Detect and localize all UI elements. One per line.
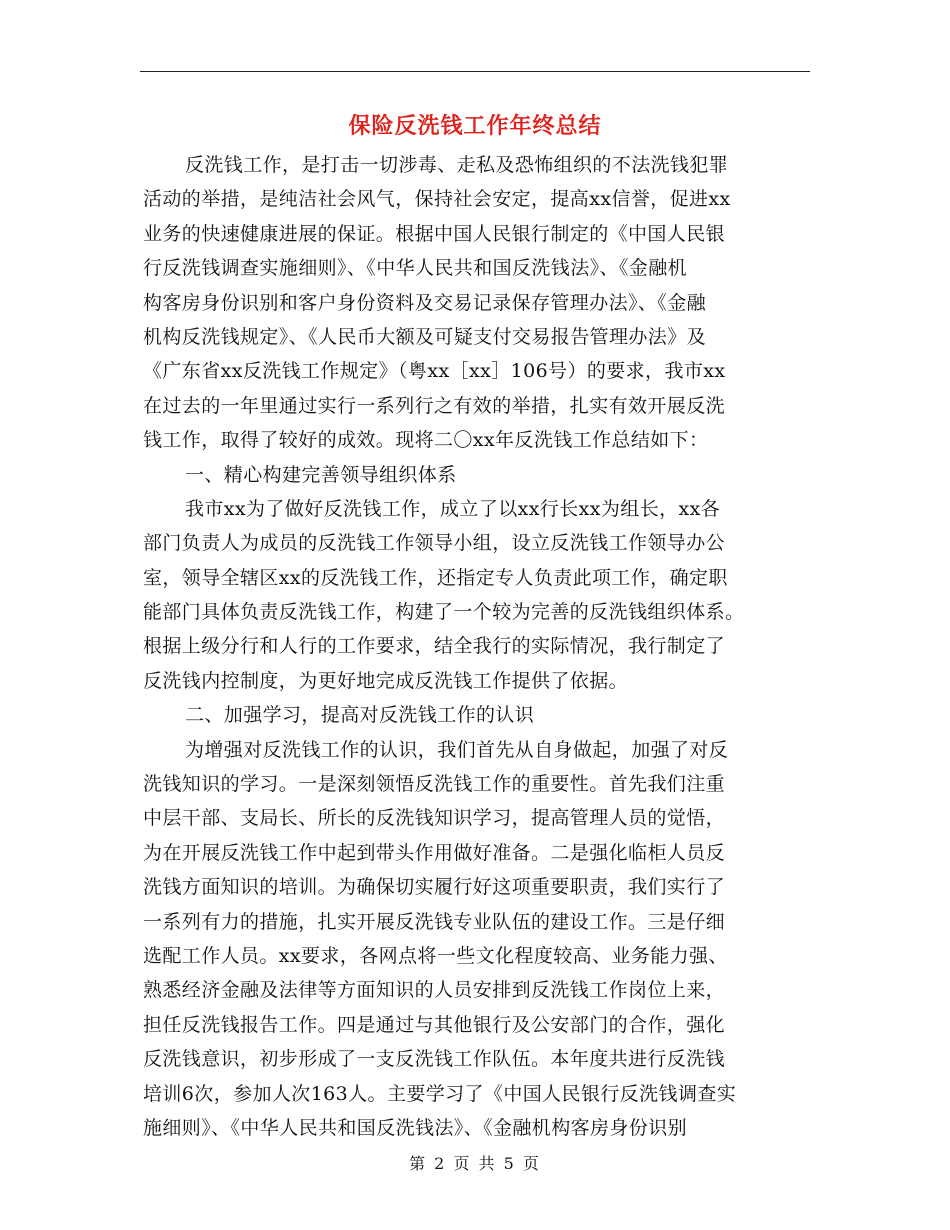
paragraph-line: 在过去的一年里通过实行一系列行之有效的举措，扎实有效开展反洗 [143,394,726,417]
paragraph-line: 钱工作，取得了较好的成效。现将二〇xx年反洗钱工作总结如下： [143,429,709,452]
paragraph-line: 《广东省xx反洗钱工作规定》（粤xx［xx］106号）的要求，我市xx [143,360,726,383]
header-rule [140,71,810,72]
paragraph-line: 熟悉经济金融及法律等方面知识的人员安排到反洗钱工作岗位上来， [143,979,726,1002]
paragraph-line: 业务的快速健康进展的保证。根据中国人民银行制定的《中国人民银 [143,222,726,245]
paragraph-line: 反洗钱工作，是打击一切涉毒、走私及恐怖组织的不法洗钱犯罪 [185,154,729,176]
paragraph-line: 担任反洗钱报告工作。四是通过与其他银行及公安部门的合作，强化 [143,1013,726,1036]
paragraph-line: 根据上级分行和人行的工作要求，结全我行的实际情况，我行制定了 [143,635,726,658]
document-title: 保险反洗钱工作年终总结 [348,113,602,139]
section-heading: 二、加强学习，提高对反洗钱工作的认识 [185,704,535,727]
paragraph-line: 活动的举措，是纯洁社会风气，保持社会安定，提高xx信誉，促进xx [143,188,731,211]
paragraph-line: 室，领导全辖区xx的反洗钱工作，还指定专人负责此项工作，确定职 [143,566,728,589]
paragraph-line: 一系列有力的措施，扎实开展反洗钱专业队伍的建设工作。三是仔细 [143,910,726,933]
section-heading: 一、精心构建完善领导组织体系 [185,463,457,486]
document-body [143,148,813,1145]
paragraph-line: 反洗钱内控制度，为更好地完成反洗钱工作提供了依据。 [143,669,629,692]
paragraph-line: 培训6次，参加人次163人。主要学习了《中国人民银行反洗钱调查实 [143,1082,737,1105]
paragraph-line: 洗钱方面知识的培训。为确保切实履行好这项重要职责，我们实行了 [143,876,726,899]
paragraph-line: 为在开展反洗钱工作中起到带头作用做好准备。二是强化临柜人员反 [143,841,726,864]
paragraph-line: 机构反洗钱规定》、《人民币大额及可疑支付交易报告管理办法》及 [143,325,707,348]
paragraph-line: 我市xx为了做好反洗钱工作，成立了以xx行长xx为组长，xx各 [185,497,721,520]
paragraph-line: 施细则》、《中华人民共和国反洗钱法》、《金融机构客房身份识别 [143,1116,688,1139]
paragraph-line: 部门负责人为成员的反洗钱工作领导小组，设立反洗钱工作领导办公 [143,532,726,555]
paragraph-line: 为增强对反洗钱工作的认识，我们首先从自身做起，加强了对反 [185,738,729,761]
paragraph-line: 反洗钱意识，初步形成了一支反洗钱工作队伍。本年度共进行反洗钱 [143,1048,726,1071]
paragraph-line: 构客房身份识别和客户身份资料及交易记录保存管理办法》、《金融 [143,291,707,314]
paragraph-line: 能部门具体负责反洗钱工作，构建了一个较为完善的反洗钱组织体系。 [143,601,745,624]
paragraph-line: 选配工作人员。xx要求，各网点将一些文化程度较高、业务能力强、 [143,944,728,967]
paragraph-line: 行反洗钱调查实施细则》、《中华人民共和国反洗钱法》、《金融机 [143,257,688,280]
page-number: 第 2 页 共 5 页 [409,1154,541,1173]
paragraph-line: 中层干部、支局长、所长的反洗钱知识学习，提高管理人员的觉悟， [143,807,726,830]
paragraph-line: 洗钱知识的学习。一是深刻领悟反洗钱工作的重要性。首先我们注重 [143,773,726,796]
